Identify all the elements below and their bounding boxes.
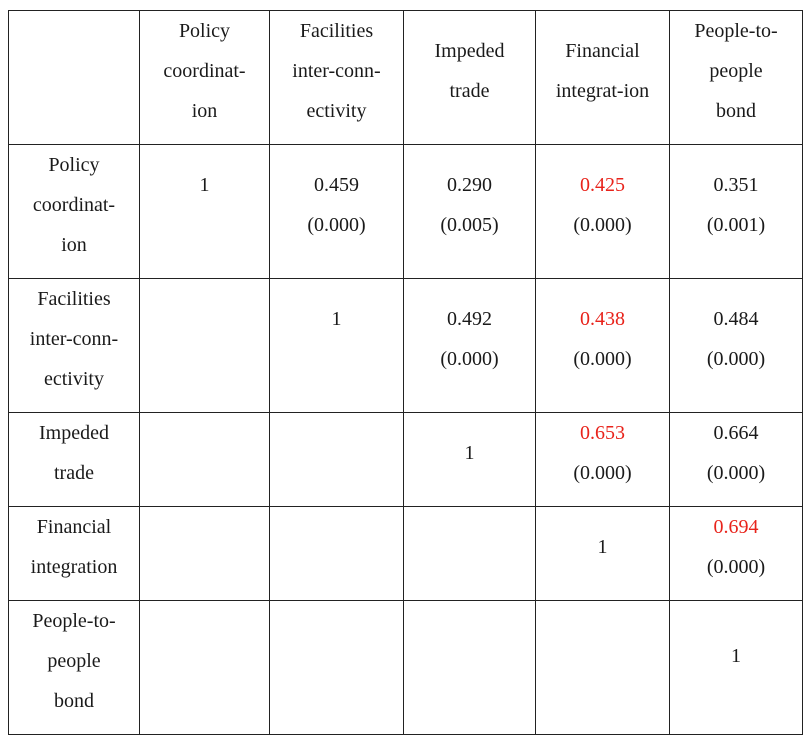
row-header-line: integration xyxy=(30,556,118,578)
col-header-impeded-trade xyxy=(404,11,536,145)
correlation-value-highlighted: 0.653 xyxy=(580,422,625,444)
row-header-line: Impeded xyxy=(39,422,109,444)
col-header-facilities-interconnectivity xyxy=(270,11,404,145)
empty-cell xyxy=(404,507,536,601)
table-row xyxy=(9,145,803,279)
p-value: (0.000) xyxy=(706,462,766,484)
diagonal-value: 1 xyxy=(331,308,342,330)
col-header-line: inter-conn- xyxy=(292,60,381,82)
col-header-line: integrat-ion xyxy=(555,80,650,102)
empty-cell xyxy=(140,279,270,413)
table-cell xyxy=(270,145,404,279)
p-value: (0.000) xyxy=(706,348,766,370)
empty-cell xyxy=(140,413,270,507)
p-value: (0.001) xyxy=(706,214,766,236)
correlation-value-highlighted: 0.438 xyxy=(580,308,625,330)
p-value: (0.000) xyxy=(573,462,632,484)
empty-cell xyxy=(270,601,404,735)
col-header-line: bond xyxy=(716,100,756,122)
row-header-line: Facilities xyxy=(37,288,111,310)
p-value: (0.000) xyxy=(307,214,366,236)
row-header-line: coordinat- xyxy=(32,194,116,216)
empty-cell xyxy=(270,507,404,601)
table-cell xyxy=(404,145,536,279)
diagonal-cell xyxy=(404,413,536,507)
correlation-value: 0.484 xyxy=(713,308,759,330)
diagonal-cell xyxy=(536,507,670,601)
row-header-line: Financial xyxy=(36,516,112,538)
table-cell xyxy=(536,145,670,279)
table-cell xyxy=(670,507,803,601)
corner-cell xyxy=(9,11,140,145)
row-header-financial-integration xyxy=(9,507,140,601)
row-header-facilities-interconnectivity xyxy=(9,279,140,413)
col-header-policy-coordination xyxy=(140,11,270,145)
table-row xyxy=(9,413,803,507)
diagonal-cell xyxy=(270,279,404,413)
col-header-line: Policy xyxy=(178,20,231,42)
correlation-value-highlighted: 0.694 xyxy=(713,516,759,538)
diagonal-cell xyxy=(670,601,803,735)
table-cell xyxy=(670,145,803,279)
col-header-line: trade xyxy=(449,80,490,102)
table-cell xyxy=(404,279,536,413)
p-value: (0.000) xyxy=(573,348,632,370)
empty-cell xyxy=(140,507,270,601)
p-value: (0.000) xyxy=(706,556,766,578)
correlation-value: 0.459 xyxy=(314,174,359,196)
diagonal-value: 1 xyxy=(597,536,608,558)
table-cell xyxy=(670,413,803,507)
row-header-people-to-people-bond xyxy=(9,601,140,735)
table-cell xyxy=(536,413,670,507)
correlation-table xyxy=(8,10,803,735)
empty-cell xyxy=(536,601,670,735)
col-header-line: Facilities xyxy=(299,20,374,42)
row-header-line: trade xyxy=(54,462,94,484)
col-header-financial-integration xyxy=(536,11,670,145)
correlation-value: 0.492 xyxy=(447,308,492,330)
col-header-line: People-to- xyxy=(694,20,778,42)
row-header-line: bond xyxy=(54,690,94,712)
table-row xyxy=(9,279,803,413)
col-header-line: Impeded xyxy=(434,40,505,62)
table-cell xyxy=(536,279,670,413)
header-row xyxy=(9,11,803,145)
col-header-people-to-people-bond xyxy=(670,11,803,145)
row-header-line: ectivity xyxy=(44,368,104,390)
col-header-line: coordinat- xyxy=(163,60,246,82)
p-value: (0.000) xyxy=(573,214,632,236)
col-header-line: ion xyxy=(191,100,218,122)
row-header-line: ion xyxy=(61,234,87,256)
diagonal-cell xyxy=(140,145,270,279)
p-value: (0.000) xyxy=(440,348,499,370)
row-header-line: inter-conn- xyxy=(29,328,119,350)
correlation-value: 0.351 xyxy=(713,174,759,196)
col-header-line: ectivity xyxy=(306,100,367,122)
table-cell xyxy=(670,279,803,413)
col-header-line: Financial xyxy=(565,40,640,62)
table-row xyxy=(9,507,803,601)
correlation-value: 0.290 xyxy=(447,174,492,196)
diagonal-value: 1 xyxy=(464,442,475,464)
diagonal-value: 1 xyxy=(731,645,741,667)
empty-cell xyxy=(404,601,536,735)
empty-cell xyxy=(270,413,404,507)
p-value: (0.005) xyxy=(440,214,499,236)
col-header-line: people xyxy=(709,60,763,82)
correlation-value-highlighted: 0.425 xyxy=(580,174,625,196)
diagonal-value: 1 xyxy=(199,174,210,196)
row-header-line: Policy xyxy=(48,154,100,176)
table-row xyxy=(9,601,803,735)
row-header-line: people xyxy=(47,650,101,672)
empty-cell xyxy=(140,601,270,735)
correlation-value: 0.664 xyxy=(713,422,759,444)
row-header-policy-coordination xyxy=(9,145,140,279)
row-header-impeded-trade xyxy=(9,413,140,507)
row-header-line: People-to- xyxy=(32,610,116,632)
